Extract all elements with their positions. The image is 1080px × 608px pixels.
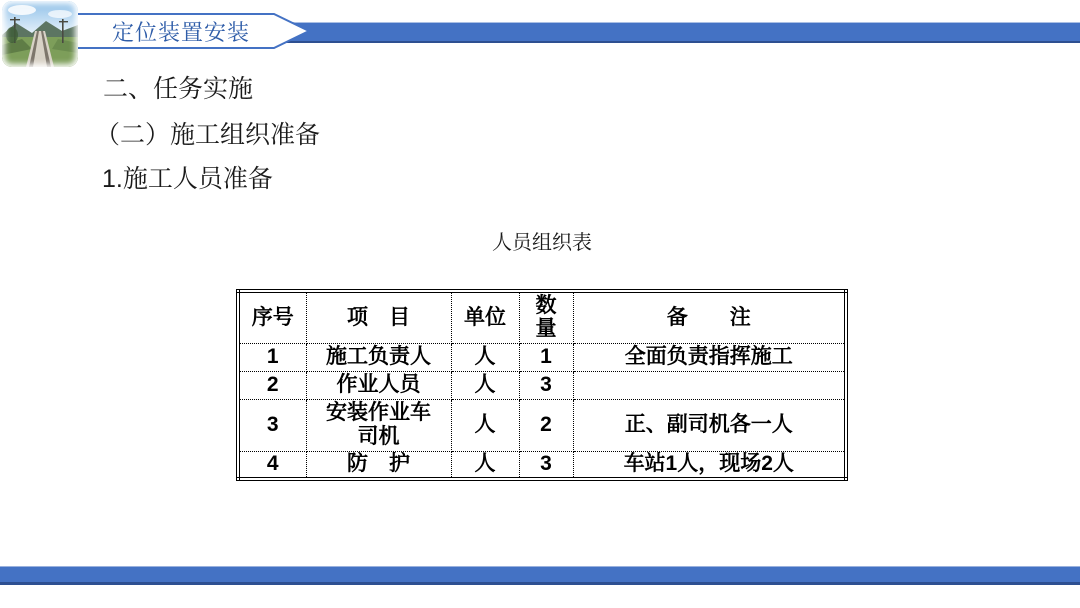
subsection-heading: （二）施工组织准备 — [95, 121, 321, 149]
col-header-unit: 单位 — [451, 291, 519, 343]
personnel-table — [236, 289, 848, 481]
banner-title: 定位装置安装 — [111, 19, 250, 45]
cell-remark: 全面负责指挥施工 — [573, 343, 846, 371]
cell-unit: 人 — [451, 371, 519, 399]
item-heading: 1.施工人员准备 — [102, 165, 273, 193]
cell-qty: 3 — [519, 371, 573, 399]
cell-qty: 2 — [519, 399, 573, 451]
table-header-row — [238, 291, 846, 343]
cell-remark: 正、副司机各一人 — [573, 399, 846, 451]
table-title: 人员组织表 — [492, 232, 592, 254]
cell-no: 1 — [238, 343, 306, 371]
col-header-item: 项 目 — [306, 291, 451, 343]
cell-unit: 人 — [451, 343, 519, 371]
cell-no: 2 — [238, 371, 306, 399]
cell-item: 施工负责人 — [306, 343, 451, 371]
cell-unit: 人 — [451, 451, 519, 479]
col-header-qty-label: 数量 — [535, 294, 557, 341]
table-row — [238, 343, 846, 371]
cell-item: 安装作业车司机 — [306, 399, 451, 451]
section-heading: 二、任务实施 — [103, 75, 254, 103]
col-header-remark: 备 注 — [573, 291, 846, 343]
col-header-qty — [519, 291, 573, 343]
cell-no: 3 — [238, 399, 306, 451]
cell-qty: 1 — [519, 343, 573, 371]
cell-no: 4 — [238, 451, 306, 479]
cell-item: 防 护 — [306, 451, 451, 479]
table-row — [238, 451, 846, 479]
table-row — [238, 371, 846, 399]
footer-accent-bar — [0, 566, 1080, 585]
col-header-no: 序号 — [238, 291, 306, 343]
title-banner — [64, 13, 310, 49]
cell-remark — [573, 371, 846, 399]
cell-qty: 3 — [519, 451, 573, 479]
railway-photo — [2, 1, 78, 67]
cell-unit: 人 — [451, 399, 519, 451]
cell-remark: 车站1人，现场2人 — [573, 451, 846, 479]
cell-item: 作业人员 — [306, 371, 451, 399]
table-row — [238, 399, 846, 451]
